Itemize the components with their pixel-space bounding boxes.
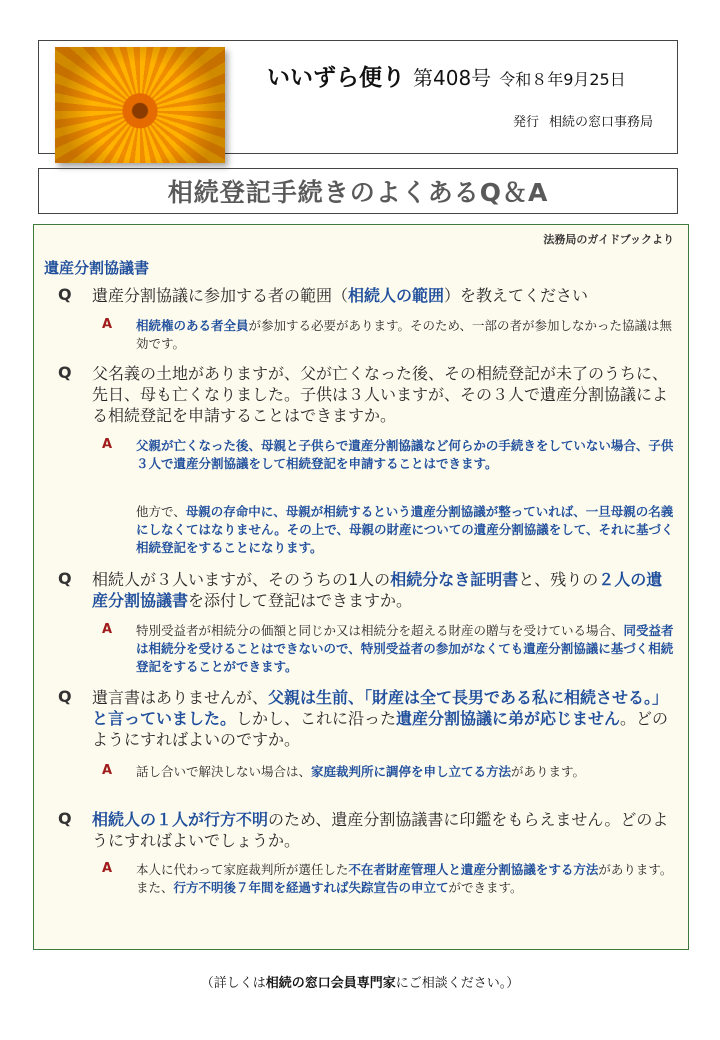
question-mark: Q — [58, 285, 72, 304]
question-5 — [58, 809, 678, 851]
publisher-label: 発行 — [512, 115, 539, 130]
answer-text-part: 話し合いで解決しない場合は、 — [136, 764, 312, 779]
question-highlight: ２人の遺産分割協議書 — [92, 570, 663, 610]
section-heading: 遺産分割協議書 — [44, 259, 150, 277]
answer-mark: A — [102, 622, 113, 637]
page-title: 相続登記手続きのよくあるQ＆A — [167, 178, 549, 207]
question-text-part: ）を教えてください — [444, 286, 589, 305]
question-4 — [58, 687, 678, 750]
footer-text-part: にご相談ください。） — [395, 976, 520, 991]
answer-text-part: があります。また、 — [136, 862, 673, 895]
question-highlight: 相続人の範囲 — [348, 286, 445, 305]
answer-mark: A — [102, 317, 113, 332]
question-mark: Q — [58, 569, 72, 588]
question-highlight: 相続人の１人が行方不明 — [92, 810, 269, 829]
question-text-part: 。どのようにすればよいのですか。 — [92, 709, 669, 749]
footer-highlight: 相続の窓口会員専門家 — [265, 976, 396, 991]
question-text — [92, 809, 678, 851]
source-note: 法務局のガイドブックより — [543, 233, 674, 246]
answer-text — [136, 861, 676, 897]
question-text — [92, 285, 678, 306]
question-text — [92, 687, 678, 750]
answer-highlight: 不在者財産管理人と遺産分割協議をする方法 — [348, 862, 599, 877]
answer-highlight: 同受益者は相続分を受けることはできないので、特別受益者の参加がなくても遺産分割協議に基づく相続登記をすることができます。 — [136, 623, 674, 674]
calendula-flower-photo — [55, 47, 225, 163]
answer-text-part: があります。 — [511, 764, 586, 779]
answer-mark: A — [102, 861, 113, 876]
issue-date: 令和８年9月25日 — [499, 70, 626, 89]
answer-2 — [102, 437, 676, 473]
qa-panel — [33, 224, 689, 950]
question-text-part: 相続人が３人いますが、そのうちの1人の — [92, 570, 391, 589]
answer-highlight: 家庭裁判所に調停を申し立てる方法 — [311, 764, 512, 779]
question-1 — [58, 285, 678, 306]
question-text-part: を添付して登記はできますか。 — [188, 591, 413, 610]
answer-5 — [102, 861, 676, 897]
question-text-part: 遺産分割協議に参加する者の範囲（ — [92, 286, 349, 305]
question-highlight: 相続分なき証明書 — [390, 570, 519, 589]
question-highlight: 父親は生前、「財産は全て長男である私に相続させる。」と言っていました。 — [92, 688, 669, 728]
answer-text-part: 本人に代わって家庭裁判所が選任した — [136, 862, 349, 877]
answer-text-part: が参加する必要があります。そのため、一部の者が参加しなかった協議は無効です。 — [136, 318, 673, 351]
answer-text — [136, 503, 676, 557]
question-mark: Q — [58, 809, 72, 828]
answer-mark: A — [102, 763, 113, 778]
answer-highlight: 行方不明後７年間を経過すれば失踪宣告の申立て — [173, 880, 449, 895]
answer-text — [136, 763, 676, 781]
newsletter-brand: いいずら便り — [267, 65, 405, 91]
publisher-line — [513, 111, 653, 130]
answer-mark: A — [102, 437, 113, 452]
question-text-part: しかし、これに沿った — [236, 709, 397, 728]
answer-text — [136, 622, 676, 676]
footer-note — [0, 972, 720, 991]
newsletter-title-line — [267, 59, 626, 92]
answer-highlight: 父親が亡くなった後、母親と子供らで遺産分割協議など何らかの手続きをしていない場合、子供３人で遺産分割協議をして相続登記を申請することはできます。 — [136, 438, 674, 471]
answer-1 — [102, 317, 676, 353]
question-2 — [58, 363, 678, 426]
question-text — [92, 569, 678, 611]
page-title-box — [38, 168, 678, 214]
question-3 — [58, 569, 678, 611]
answer-text-part: ができます。 — [448, 880, 523, 895]
answer-4 — [102, 763, 676, 781]
question-highlight: 遺産分割協議に弟が応じません — [396, 709, 621, 728]
answer-2-continued — [102, 503, 676, 557]
question-text-part: のため、遺産分割協議書に印鑑をもらえません。どのようにすればよいでしょうか。 — [92, 810, 669, 850]
question-text-part: 遺言書はありませんが、 — [92, 688, 269, 707]
issue-number: 第408号 — [413, 66, 492, 90]
answer-text-part: 特別受益者が相続分の価額と同じか又は相続分を超える財産の贈与を受けている場合、 — [136, 623, 624, 638]
answer-text — [136, 437, 676, 473]
question-mark: Q — [58, 363, 72, 382]
question-text — [92, 363, 678, 426]
answer-highlight: 相続権のある者全員 — [136, 318, 249, 333]
question-text-part: と、残りの — [518, 570, 599, 589]
footer-text-part: （詳しくは — [200, 976, 266, 991]
answer-highlight: 母親の存命中に、母親が相続するという遺産分割協議が整っていれば、一旦母親の名義にしなくてはなりません。その上で、母親の財産についての遺産分割協議をして、それに基づく相続登記をすることになります。 — [136, 504, 674, 555]
publisher-name: 相続の窓口事務局 — [548, 115, 653, 130]
answer-text — [136, 317, 676, 353]
newsletter-header — [38, 40, 678, 154]
answer-text-part: 他方で、 — [136, 504, 186, 519]
question-text-part: 父名義の土地がありますが、父が亡くなった後、その相続登記が未了のうちに、先日、母も亡くなりました。子供は３人いますが、その３人で遺産分割協議による相続登記を申請することはできますか。 — [92, 364, 669, 425]
answer-3 — [102, 622, 676, 676]
question-mark: Q — [58, 687, 72, 706]
